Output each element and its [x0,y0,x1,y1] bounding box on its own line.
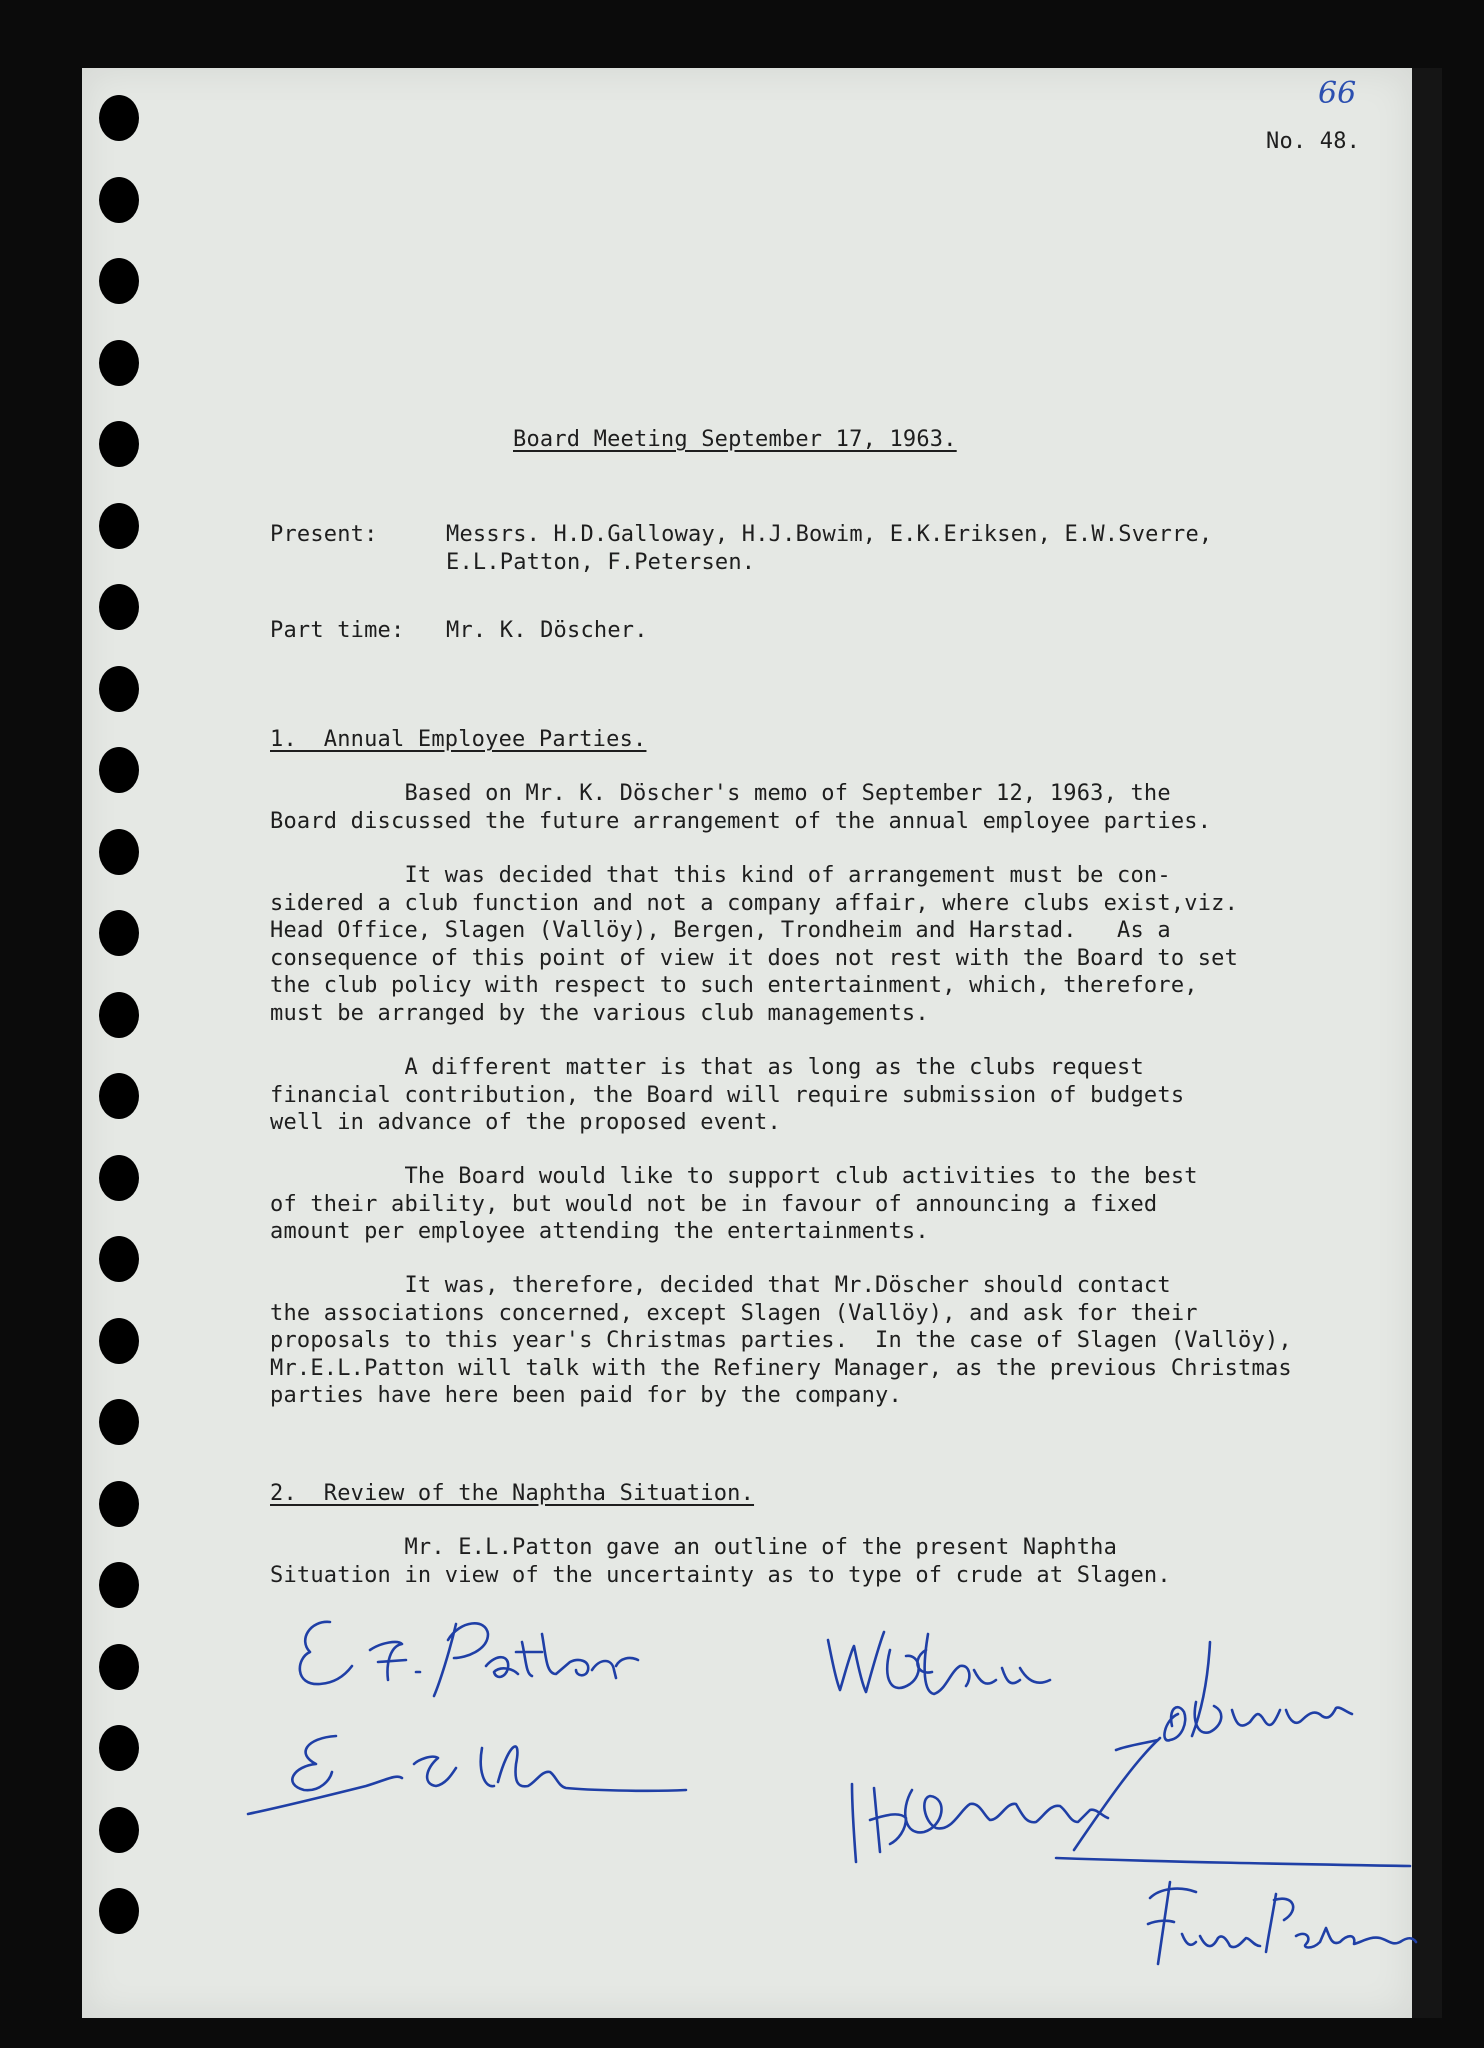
binder-hole [99,1318,139,1364]
section-1-paragraph-1: Based on Mr. K. Döscher's memo of September 12, 1963, the Board discussed the future arrangement of the annual employee parties. [270,781,1212,834]
section-1-paragraph-3: A different matter is that as long as the clubs request financial contribution, the Board will require submission of budgets well in advance of the proposed event. [270,1055,1185,1135]
signature-patton [290,1600,690,1710]
binder-hole [99,1236,139,1282]
section-1-heading: 1. Annual Employee Parties. [270,727,647,752]
binder-hole [99,584,139,630]
binder-edge [1412,68,1442,2018]
binder-hole [99,95,139,141]
signature-eriksen [246,1724,696,1824]
binder-hole [99,1644,139,1690]
binder-hole [99,747,139,793]
document-title: Board Meeting September 17, 1963. [513,427,957,452]
binder-hole [99,1725,139,1771]
present-line-2: E.L.Patton, F.Petersen. [446,550,756,575]
parttime-label: Part time: [270,618,405,643]
present-label: Present: [270,522,378,547]
section-1-paragraph-5: It was, therefore, decided that Mr.Döscher should contact the associations concerned, except Slagen (Vallöy), and ask for their proposals to this year's Christmas parties. In the case of Slagen (Vallöy), Mr.E.L.Patton will talk with the Refinery Manager, as the previous Christmas parties have here been paid for by the company. [270,1273,1292,1408]
handwritten-page-number: 66 [1318,76,1357,111]
binder-hole [99,1481,139,1527]
present-line-1: Messrs. H.D.Galloway, H.J.Bowim, E.K.Eriksen, E.W.Sverre, [446,522,1213,547]
section-1-paragraph-2: It was decided that this kind of arrangement must be con- sidered a club function and not a company affair, where clubs exist,viz. Head Office, Slagen (Vallöy), Bergen, Trondheim and Harstad. As a consequence of this point of view it does not rest with the Board to set the club policy with respect to such entertainment, which, therefore, must be arranged by the various club managements. [270,863,1239,1026]
section-2-paragraph: Mr. E.L.Patton gave an outline of the present Naphtha Situation in view of the uncertainty as to type of crude at Slagen. [270,1535,1171,1588]
section-2-heading: 2. Review of the Naphtha Situation. [270,1481,755,1506]
binder-hole [99,829,139,875]
binder-hole [99,1155,139,1201]
document-number: No. 48. [1266,129,1361,154]
signature-sverre [820,1610,1080,1720]
binder-hole [99,258,139,304]
binder-hole [99,992,139,1038]
binder-hole [99,666,139,712]
binder-hole [99,1888,139,1934]
signature-petersen [1050,1838,1420,1968]
binder-hole [99,1562,139,1608]
binder-hole [99,1399,139,1445]
binder-hole [99,503,139,549]
parttime-value: Mr. K. Döscher. [446,618,648,643]
binder-hole [99,177,139,223]
binder-hole [99,1807,139,1853]
binder-hole [99,340,139,386]
binder-hole [99,421,139,467]
section-1-paragraph-4: The Board would like to support club activities to the best of their ability, but would not be in favour of announcing a fixed amount per employee attending the entertainments. [270,1164,1198,1244]
binder-hole [99,910,139,956]
binder-hole [99,1073,139,1119]
